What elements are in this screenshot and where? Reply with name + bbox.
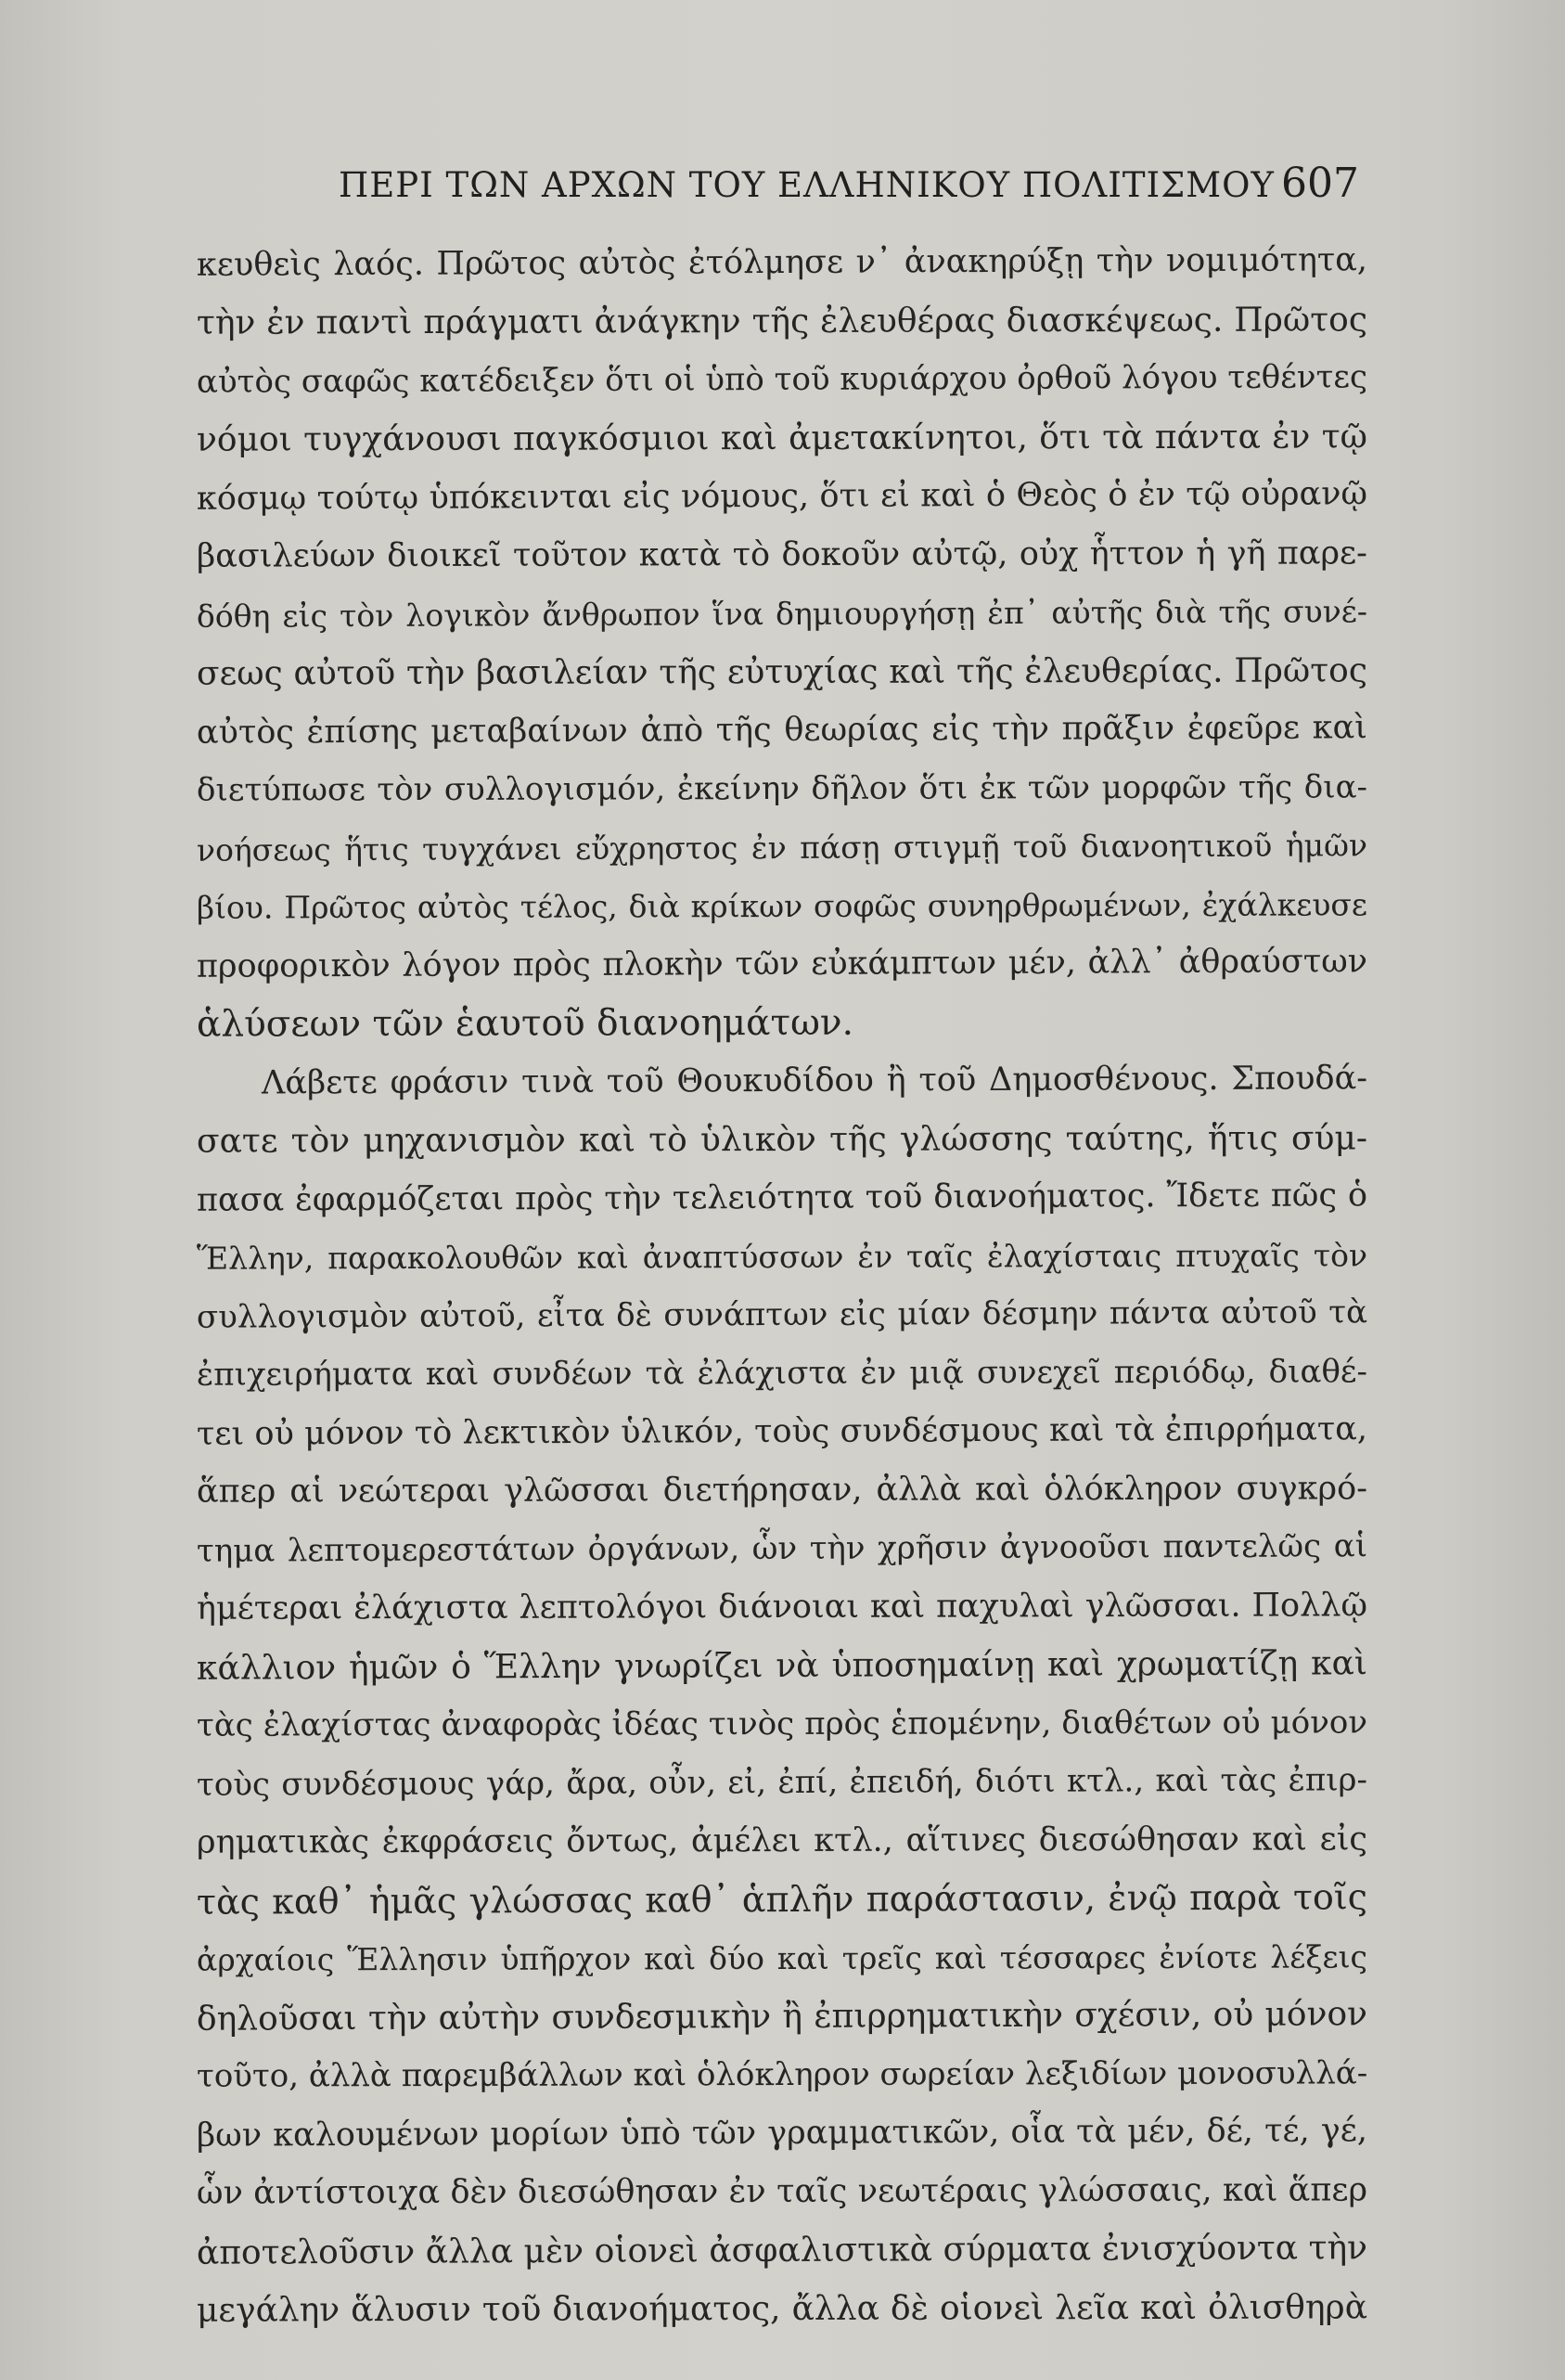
text-line: προφορικὸν λόγον πρὸς πλοκὴν τῶν εὐκάμπτων μέν, ἀλλ᾿ ἀθραύστων xyxy=(196,943,1368,985)
text-line: τὴν ἐν παντὶ πράγματι ἀνάγκην τῆς ἐλευθέρας διασκέψεως. Πρῶτος xyxy=(196,301,1368,342)
paragraph-end-line: ἁλύσεων τῶν ἑαυτοῦ διανοημάτων. xyxy=(196,1001,854,1046)
text-line: τει οὐ μόνον τὸ λεκτικὸν ὑλικόν, τοὺς συνδέσμους καὶ τὰ ἐπιρρήματα, xyxy=(196,1410,1368,1453)
text-line: αὐτὸς ἐπίσης μεταβαίνων ἀπὸ τῆς θεωρίας εἰς τὴν πρᾶξιν ἐφεῦρε καὶ xyxy=(196,709,1368,752)
text-line: ρηματικὰς ἐκφράσεις ὄντως, ἀμέλει κτλ., αἵτινες διεσώθησαν καὶ εἰς xyxy=(196,1820,1368,1861)
text-line: βασιλεύων διοικεῖ τοῦτον κατὰ τὸ δοκοῦν αὐτῷ, οὐχ ἧττον ἡ γῆ παρε- xyxy=(196,534,1368,575)
text-line: σατε τὸν μηχανισμὸν καὶ τὸ ὑλικὸν τῆς γλώσσης ταύτης, ἥτις σύμ- xyxy=(196,1119,1368,1161)
text-line: κάλλιον ἡμῶν ὁ Ἕλλην γνωρίζει νὰ ὑποσημαίνῃ καὶ χρωματίζῃ καὶ xyxy=(196,1644,1368,1688)
body-text xyxy=(197,234,1367,2338)
text-line: δόθη εἰς τὸν λογικὸν ἄνθρωπον ἵνα δημιουργήσῃ ἐπ᾿ αὐτῆς διὰ τῆς συνέ- xyxy=(196,593,1368,635)
text-line: βίου. Πρῶτος αὐτὸς τέλος, διὰ κρίκων σοφῶς συνηρθρωμένων, ἐχάλκευσε xyxy=(196,886,1368,926)
text-line: βων καλουμένων μορίων ὑπὸ τῶν γραμματικῶν, οἷα τὰ μέν, δέ, τέ, γέ, xyxy=(196,2112,1368,2155)
text-line: σεως αὐτοῦ τὴν βασιλείαν τῆς εὐτυχίας καὶ τῆς ἐλευθερίας. Πρῶτος xyxy=(196,651,1368,693)
running-title: ΠΕΡΙ ΤΩΝ ΑΡΧΩΝ ΤΟΥ ΕΛΛΗΝΙΚΟΥ ΠΟΛΙΤΙΣΜΟΥ xyxy=(339,165,1275,205)
text-line: νοήσεως ἥτις τυγχάνει εὔχρηστος ἐν πάσῃ στιγμῇ τοῦ διανοητικοῦ ἡμῶν xyxy=(196,827,1368,868)
text-line: τοὺς συνδέσμους γάρ, ἄρα, οὖν, εἰ, ἐπί, ἐπειδή, διότι κτλ., καὶ τὰς ἐπιρ- xyxy=(196,1761,1368,1804)
page-header xyxy=(339,160,1359,215)
text-line: Ἕλλην, παρακολουθῶν καὶ ἀναπτύσσων ἐν ταῖς ἐλαχίσταις πτυχαῖς τὸν xyxy=(196,1237,1368,1277)
text-line: κευθεὶς λαός. Πρῶτος αὐτὸς ἐτόλμησε ν᾿ ἀνακηρύξῃ τὴν νομιμότητα, xyxy=(196,241,1368,284)
text-line: ἅπερ αἱ νεώτεραι γλῶσσαι διετήρησαν, ἀλλὰ καὶ ὁλόκληρον συγκρό- xyxy=(196,1470,1368,1511)
text-line: αὐτὸς σαφῶς κατέδειξεν ὅτι οἱ ὑπὸ τοῦ κυριάρχου ὀρθοῦ λόγου τεθέντες xyxy=(196,358,1368,401)
text-line: νόμοι τυγχάνουσι παγκόσμιοι καὶ ἀμετακίνητοι, ὅτι τὰ πάντα ἐν τῷ xyxy=(196,418,1368,459)
paragraph-start-line: Λάβετε φράσιν τινὰ τοῦ Θουκυδίδου ἢ τοῦ Δημοσθένους. Σπουδά- xyxy=(261,1060,1368,1102)
text-line: διετύπωσε τὸν συλλογισμόν, ἐκείνην δῆλον ὅτι ἐκ τῶν μορφῶν τῆς δια- xyxy=(196,768,1368,809)
text-line: τὰς καθ᾿ ἡμᾶς γλώσσας καθ᾿ ἁπλῆν παράστασιν, ἐνῷ παρὰ τοῖς xyxy=(196,1876,1368,1923)
text-line: μεγάλην ἅλυσιν τοῦ διανοήματος, ἄλλα δὲ οἱονεὶ λεῖα καὶ ὀλισθηρὰ xyxy=(196,2288,1368,2330)
text-line: τημα λεπτομερεστάτων ὀργάνων, ὧν τὴν χρῆσιν ἀγνοοῦσι παντελῶς αἱ xyxy=(196,1527,1368,1570)
text-line: δηλοῦσαι τὴν αὐτὴν συνδεσμικὴν ἢ ἐπιρρηματικὴν σχέσιν, οὐ μόνον xyxy=(196,1995,1368,2039)
text-line: τὰς ἐλαχίστας ἀναφορὰς ἰδέας τινὸς πρὸς ἑπομένην, διαθέτων οὐ μόνον xyxy=(196,1704,1368,1744)
text-line: κόσμῳ τούτῳ ὑπόκεινται εἰς νόμους, ὅτι εἰ καὶ ὁ Θεὸς ὁ ἐν τῷ οὐρανῷ xyxy=(196,475,1368,518)
text-line: τοῦτο, ἀλλὰ παρεμβάλλων καὶ ὁλόκληρον σωρείαν λεξιδίων μονοσυλλά- xyxy=(196,2054,1368,2095)
text-line: πασα ἐφαρμόζεται πρὸς τὴν τελειότητα τοῦ διανοήματος. Ἴδετε πῶς ὁ xyxy=(196,1177,1368,1219)
page-number: 607 xyxy=(1281,160,1359,207)
text-line: ἀποτελοῦσιν ἄλλα μὲν οἱονεὶ ἀσφαλιστικὰ σύρματα ἐνισχύοντα τὴν xyxy=(196,2229,1368,2272)
text-line: ἐπιχειρήματα καὶ συνδέων τὰ ἐλάχιστα ἐν μιᾷ συνεχεῖ περιόδῳ, διαθέ- xyxy=(196,1353,1368,1394)
text-line: συλλογισμὸν αὐτοῦ, εἶτα δὲ συνάπτων εἰς μίαν δέσμην πάντα αὐτοῦ τὰ xyxy=(196,1293,1368,1336)
text-line: ἡμέτεραι ἐλάχιστα λεπτολόγοι διάνοιαι καὶ παχυλαὶ γλῶσσαι. Πολλῷ xyxy=(196,1587,1368,1627)
text-line: ἀρχαίοις Ἕλλησιν ὑπῆρχον καὶ δύο καὶ τρεῖς καὶ τέσσαρες ἐνίοτε λέξεις xyxy=(196,1938,1368,1978)
text-line: ὧν ἀντίστοιχα δὲν διεσώθησαν ἐν ταῖς νεωτέραις γλώσσαις, καὶ ἅπερ xyxy=(196,2171,1368,2212)
